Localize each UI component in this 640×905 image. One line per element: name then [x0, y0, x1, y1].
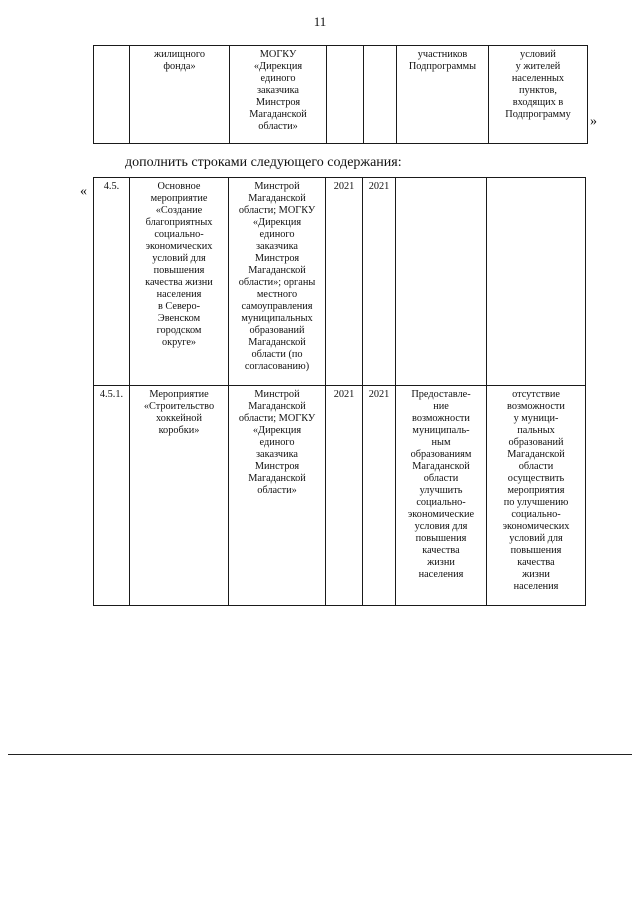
table-cell: условий у жителей населенных пунктов, входящих в Подпрограмму: [489, 46, 588, 144]
top-table-fragment: [93, 45, 588, 144]
intro-text: дополнить строками следующего содержания:: [125, 155, 402, 170]
table-cell: жилищного фонда»: [130, 46, 230, 144]
measure-name: Основное мероприятие «Создание благоприятных социально- экономических условий для повышения качества жизни населения в Северо- Эвенском городском округе»: [130, 178, 229, 386]
row-number: 4.5.: [94, 178, 130, 386]
closing-quote: »: [590, 114, 597, 129]
table-cell: [364, 46, 397, 144]
row-number: 4.5.1.: [94, 386, 130, 606]
measure-executor: Минстрой Магаданской области; МОГКУ «Дирекция единого заказчика Минстроя Магаданской области»; органы местного самоуправления муниципальных образований Магаданской области (по согласованию): [229, 178, 326, 386]
page-divider: [8, 754, 632, 755]
end-year: 2021: [363, 178, 396, 386]
table-cell: участников Подпрограммы: [397, 46, 489, 144]
table-cell: [327, 46, 364, 144]
measure-executor: Минстрой Магаданской области; МОГКУ «Дирекция единого заказчика Минстроя Магаданской области»: [229, 386, 326, 606]
consequence: [487, 178, 586, 386]
table-cell: МОГКУ «Дирекция единого заказчика Минстроя Магаданской области»: [230, 46, 327, 144]
opening-quote: «: [80, 184, 87, 199]
table-row: [94, 46, 588, 144]
end-year: 2021: [363, 386, 396, 606]
consequence: отсутствие возможности у муници- пальных образований Магаданской области осуществить мероприятия по улучшению социально- экономических условий для повышения качества жизни населения: [487, 386, 586, 606]
measures-table: [93, 177, 586, 606]
start-year: 2021: [326, 178, 363, 386]
expected-result: Предоставле- ние возможности муниципаль- ным образованиям Магаданской области улучшить социально- экономические условия для повышения качества жизни населения: [396, 386, 487, 606]
page-number: 11: [313, 14, 327, 29]
expected-result: [396, 178, 487, 386]
table-row: [94, 178, 586, 386]
start-year: 2021: [326, 386, 363, 606]
measure-name: Мероприятие «Строительство хоккейной коробки»: [130, 386, 229, 606]
table-row: [94, 386, 586, 606]
table-cell: [94, 46, 130, 144]
